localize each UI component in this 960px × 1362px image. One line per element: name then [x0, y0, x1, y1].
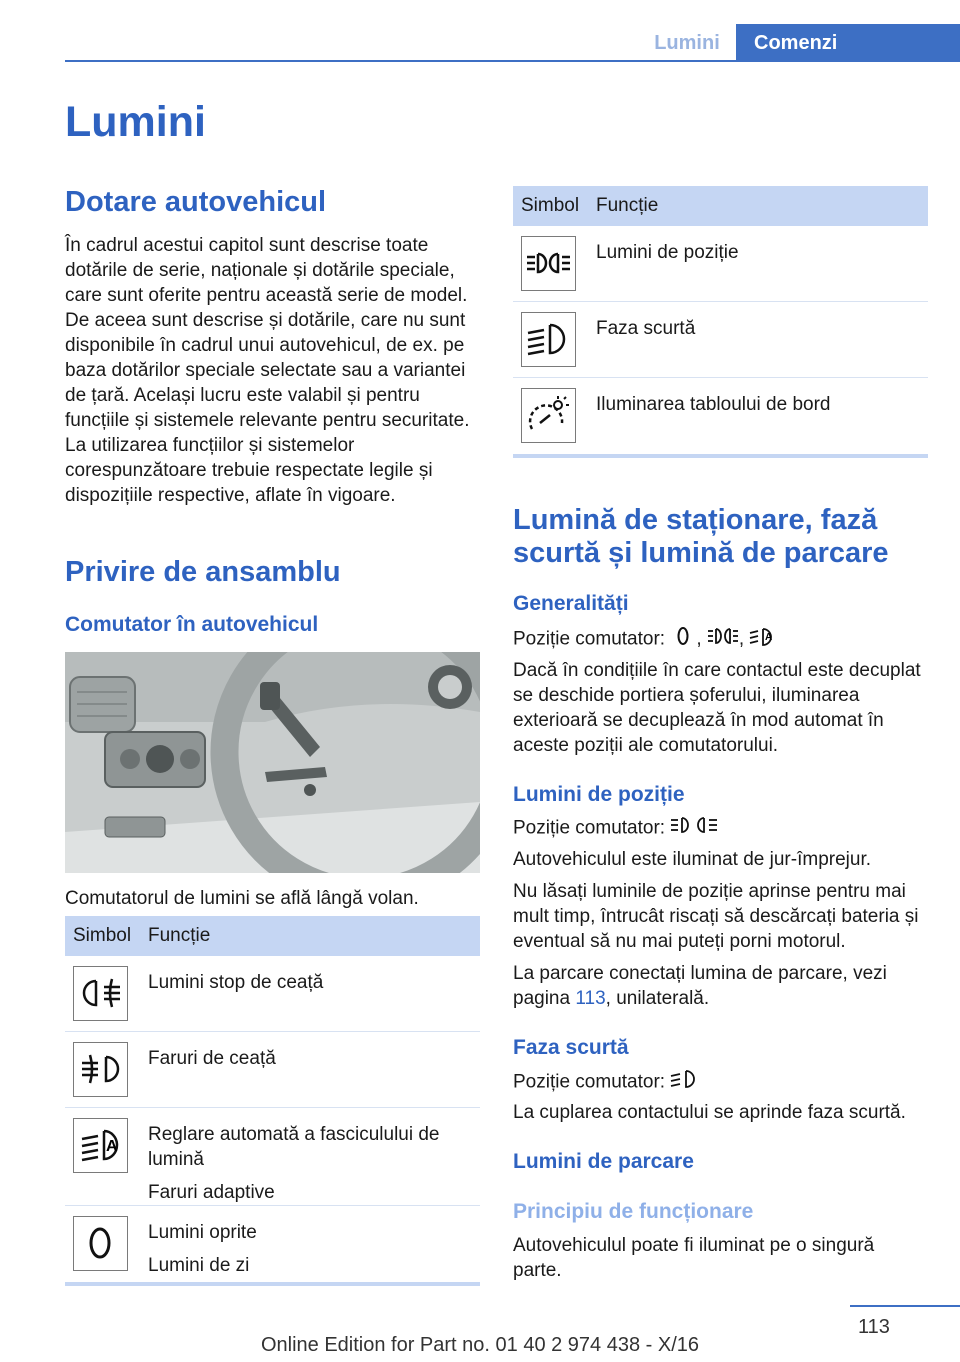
table-bottom-border: [513, 454, 928, 458]
table-row: [513, 226, 928, 302]
heading-faza-scurta: Faza scurtă: [513, 1036, 629, 1059]
function-label: Faza scurtă: [596, 318, 696, 339]
table-header: [65, 916, 480, 956]
function-label: Lumini de poziție: [596, 242, 739, 263]
table-bottom-border: [65, 1282, 480, 1286]
switch-position-label: Poziție comutator:: [513, 628, 666, 650]
paragraph-cuplarea: La cuplarea contactului se aprinde faza scurtă.: [513, 1102, 906, 1123]
paragraph-autovehicul: Autovehiculul poate fi iluminat pe o singură parte.: [513, 1235, 875, 1281]
paragraph-la-parcare-end: , unilaterală.: [605, 988, 710, 1009]
switch-position-label: Poziție comutator:: [513, 1071, 666, 1093]
table-row: [65, 956, 480, 1032]
col-function: Funcție: [148, 925, 211, 946]
table-row: [65, 1108, 480, 1206]
parking-light-icon: [521, 236, 576, 291]
instrument-lighting-icon: [521, 388, 576, 443]
table-row: [513, 302, 928, 378]
heading-principiu: Principiu de funcționare: [513, 1200, 754, 1223]
heading-privire: Privire de ansamblu: [65, 556, 341, 588]
col-symbol: Simbol: [73, 925, 132, 946]
function-label: Lumini oprite: [148, 1222, 257, 1243]
low-beam-icon: [521, 312, 576, 367]
function-label: Faruri adaptive: [148, 1182, 275, 1203]
heading-dotare: Dotare autovehicul: [65, 186, 327, 218]
paragraph-daca: Dacă în condițiile în care contactul este decuplat se deschide portiera șoferului, iluminarea exterioară se decuplează în mod automat în aceste poziții ale comutatorului.: [513, 660, 921, 756]
table-row: [65, 1206, 480, 1282]
parking-light-icon: [707, 626, 739, 653]
switch-position-line-2: [513, 815, 718, 842]
front-fog-light-icon: [73, 1042, 128, 1097]
switch-position-label: Poziție comutator:: [513, 817, 666, 839]
function-label: Faruri de ceață: [148, 1048, 276, 1069]
function-label: Lumini stop de ceață: [148, 972, 324, 993]
paragraph-dotare: În cadrul acestui capitol sunt descrise toate dotările de serie, naționale și dotările speciale, care sunt oferite pentru această serie de model. De aceea sunt descrise și dotările, care nu sunt disponibile în cadrul unui autovehicul, de ex. pe baza dotărilor speciale selectate sau a variantei de țară. Același lucru este valabil și pentru funcțiile și sistemele relevante pentru securitate. La utilizarea funcțiilor și sistemelor corespunzătoare trebuie respectate legile și dispozițiile respective, aflate în vigoare.: [65, 235, 470, 506]
photo-caption: Comutatorul de lumini se află lângă volan.: [65, 888, 419, 909]
function-label: Lumini de zi: [148, 1255, 250, 1276]
footer-edition: Online Edition for Part no. 01 40 2 974 438 - X/16: [260, 1334, 700, 1356]
paragraph-nu-lasati: Nu lăsați luminile de poziție aprinse pentru mai mult timp, întrucât riscați să descărcați bateria și eventual să nu mai puteți porni motorul.: [513, 881, 919, 952]
header-tab-lumini[interactable]: Lumini: [654, 32, 720, 54]
symbol-table-left: [65, 916, 480, 1286]
heading-comutator: Comutator în autovehicul: [65, 613, 319, 636]
function-label: Reglare automată a fasciculului de lumină: [148, 1124, 440, 1170]
col-function: Funcție: [596, 195, 659, 216]
page-link[interactable]: 113: [575, 988, 606, 1009]
rear-fog-light-icon: [73, 966, 128, 1021]
function-label: Iluminarea tabloului de bord: [596, 394, 831, 415]
paragraph-auto-iluminat: Autovehiculul este iluminat de jur-împrejur.: [513, 849, 872, 870]
lights-off-icon: [670, 626, 696, 653]
auto-headlight-icon: [749, 625, 779, 654]
header-divider: [65, 60, 960, 62]
switch-position-line-3: [513, 1068, 700, 1097]
table-header: [513, 186, 928, 226]
low-beam-icon: [670, 1068, 700, 1097]
heading-lumini-pozitie: Lumini de poziție: [513, 783, 685, 806]
paragraph-la-parcare: [513, 961, 928, 1011]
table-row: [513, 378, 928, 454]
dashboard-photo: [65, 652, 480, 873]
auto-headlight-icon: [73, 1118, 128, 1173]
parking-light-icon: [670, 815, 718, 842]
svg-text:A: A: [765, 632, 773, 643]
separator: ,: [738, 628, 745, 650]
symbol-table-right: [513, 186, 928, 458]
table-row: [65, 1032, 480, 1108]
paragraph-la-parcare-text: La parcare conectați lumina de parcare, vezi pagina: [513, 963, 887, 1009]
heading-lumini-parcare: Lumini de parcare: [513, 1150, 694, 1173]
heading-lumina: Lumină de staționare, fază scurtă și lumină de parcare: [513, 504, 889, 569]
page-number: 113: [858, 1316, 890, 1338]
svg-text:A: A: [106, 1138, 118, 1155]
page-title: Lumini: [65, 98, 206, 146]
header-tab-comenzi[interactable]: Comenzi: [736, 24, 960, 62]
switch-position-line-1: [513, 625, 779, 654]
heading-generalitati: Generalități: [513, 592, 629, 615]
col-symbol: Simbol: [521, 195, 580, 216]
separator: ,: [696, 628, 702, 650]
page-number-divider: [850, 1305, 960, 1307]
lights-off-icon: [73, 1216, 128, 1271]
